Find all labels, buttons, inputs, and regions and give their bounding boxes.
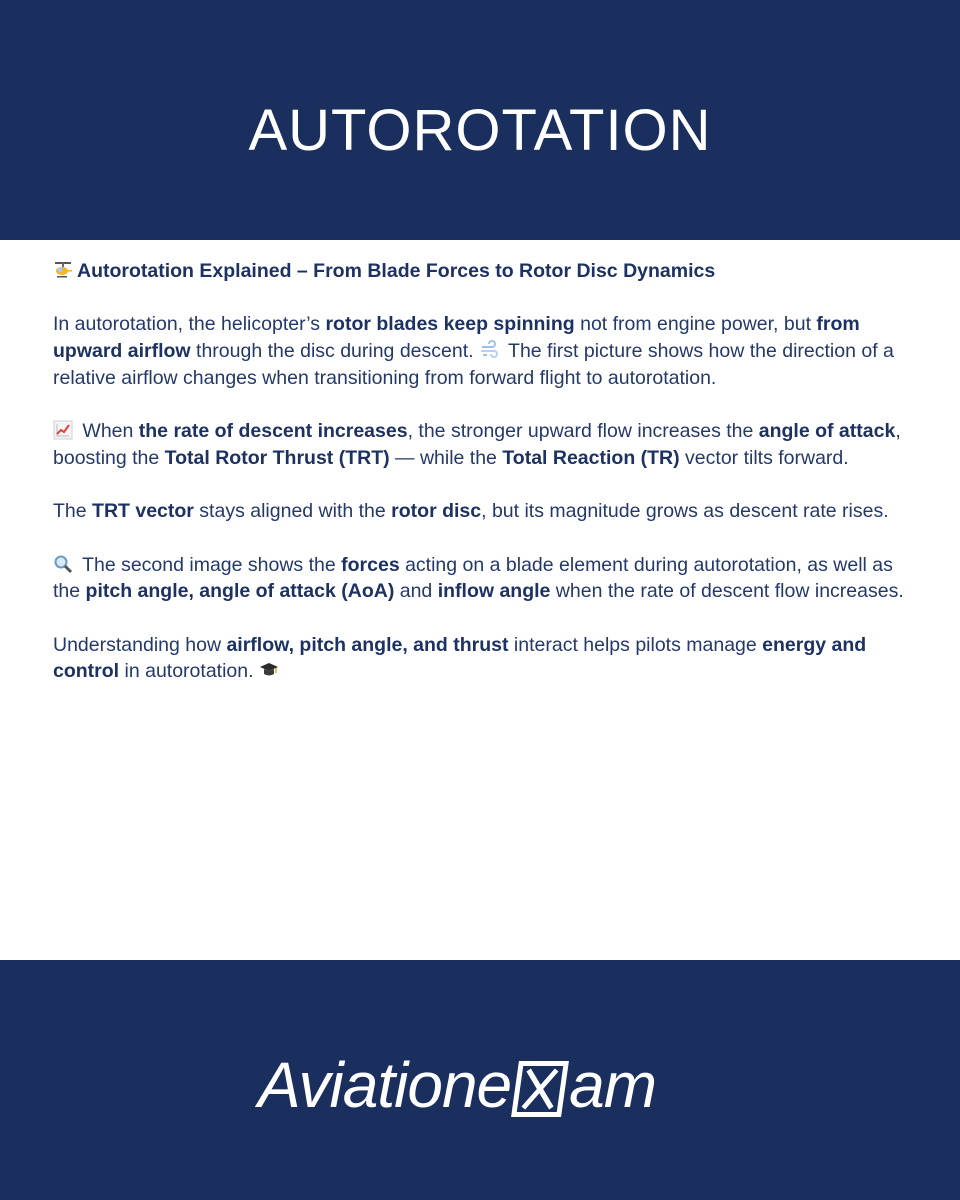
paragraph-3 xyxy=(53,498,913,525)
paragraph-1 xyxy=(53,311,913,391)
heading-paragraph xyxy=(53,258,913,285)
logo-text-prefix: Aviatione xyxy=(258,1049,512,1121)
text-span: when the rate of descent flow increases. xyxy=(550,580,904,603)
logo-x-icon xyxy=(517,1066,563,1112)
logo-x-box xyxy=(511,1061,569,1117)
text-span: acting on a blade element during autorotation, as well as the xyxy=(53,553,893,603)
bold-span: from upward airflow xyxy=(53,313,860,363)
heading-text: Autorotation Explained – From Blade Forces to Rotor Disc Dynamics xyxy=(77,260,716,282)
logo-text-suffix: am xyxy=(569,1049,657,1121)
text-span: through the disc during descent. xyxy=(190,340,479,363)
brand-logo xyxy=(258,1050,656,1120)
text-span: The first picture shows how the direction of a relative airflow changes when transitioning from forward flight to autorotation. xyxy=(53,340,894,389)
text-span: Understanding how xyxy=(53,633,227,656)
bold-span: inflow angle xyxy=(437,580,551,603)
bold-span: rotor disc xyxy=(391,500,482,523)
bold-span: pitch angle, angle of attack (AoA) xyxy=(85,580,395,603)
text-span: The xyxy=(53,500,93,523)
paragraph-2 xyxy=(53,418,913,471)
bold-span: Total Reaction (TR) xyxy=(502,446,680,469)
text-span: not from engine power, but xyxy=(574,313,817,336)
bold-span: the rate of descent increases xyxy=(138,420,408,443)
bold-span: forces xyxy=(341,553,400,576)
bold-span: Total Rotor Thrust (TRT) xyxy=(164,446,390,469)
paragraph-4 xyxy=(53,552,913,605)
text-span: , boosting the xyxy=(53,420,901,469)
bold-span: angle of attack xyxy=(758,420,896,443)
post-body xyxy=(53,258,913,712)
text-span: In autorotation, the helicopter’s xyxy=(53,313,326,336)
text-span: , the stronger upward flow increases the xyxy=(407,420,759,443)
bold-span: TRT vector xyxy=(92,500,194,523)
text-span: When xyxy=(77,420,139,443)
paragraph-5 xyxy=(53,632,913,685)
page-title: AUTOROTATION xyxy=(248,97,712,163)
bold-span: airflow, pitch angle, and thrust xyxy=(226,633,509,656)
chart-up-icon xyxy=(53,420,73,440)
text-span: interact helps pilots manage xyxy=(508,633,763,656)
bold-span: rotor blades keep spinning xyxy=(325,313,575,336)
bold-span: energy and control xyxy=(53,633,867,683)
text-span: — while the xyxy=(389,446,503,469)
magnifier-icon xyxy=(53,554,73,574)
text-span: , but its magnitude grows as descent rate rises. xyxy=(481,500,889,523)
helicopter-icon xyxy=(53,260,73,280)
graduation-cap-icon xyxy=(259,660,279,680)
text-span: vector tilts forward. xyxy=(679,446,849,469)
text-span: in autorotation. xyxy=(119,660,259,683)
text-span: The second image shows the xyxy=(77,553,342,576)
text-span: stays aligned with the xyxy=(193,500,392,523)
header-banner xyxy=(0,0,960,240)
text-span: and xyxy=(394,580,438,603)
wind-icon xyxy=(479,340,499,360)
